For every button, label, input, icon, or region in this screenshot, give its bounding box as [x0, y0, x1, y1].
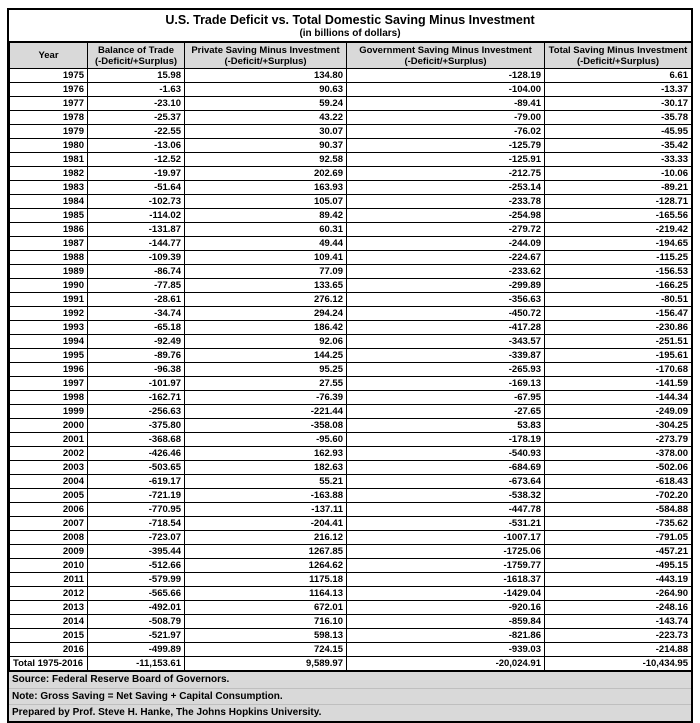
value-cell: -162.71 — [88, 391, 185, 405]
value-cell: -51.64 — [88, 181, 185, 195]
value-cell: -450.72 — [347, 307, 545, 321]
value-cell: -144.34 — [545, 391, 692, 405]
year-cell: 1986 — [10, 223, 88, 237]
value-cell: -11,153.61 — [88, 657, 185, 671]
value-cell: -1618.37 — [347, 573, 545, 587]
year-cell: 2000 — [10, 419, 88, 433]
value-cell: -35.78 — [545, 111, 692, 125]
value-cell: 60.31 — [185, 223, 347, 237]
value-cell: 92.06 — [185, 335, 347, 349]
value-cell: 77.09 — [185, 265, 347, 279]
value-cell: 55.21 — [185, 475, 347, 489]
table-row — [10, 279, 692, 293]
table-header — [10, 43, 692, 69]
value-cell: -195.61 — [545, 349, 692, 363]
value-cell: 49.44 — [185, 237, 347, 251]
footnote-line: Note: Gross Saving = Net Saving + Capital Consumption. — [9, 689, 691, 706]
table-row — [10, 307, 692, 321]
value-cell: -219.42 — [545, 223, 692, 237]
table-row — [10, 419, 692, 433]
value-cell: -684.69 — [347, 461, 545, 475]
value-cell: -223.73 — [545, 629, 692, 643]
value-cell: -375.80 — [88, 419, 185, 433]
value-cell: -166.25 — [545, 279, 692, 293]
value-cell: 202.69 — [185, 167, 347, 181]
year-cell: 1997 — [10, 377, 88, 391]
value-cell: -770.95 — [88, 503, 185, 517]
value-cell: -178.19 — [347, 433, 545, 447]
total-row — [10, 657, 692, 671]
value-cell: 716.10 — [185, 615, 347, 629]
table-row — [10, 237, 692, 251]
table-title: U.S. Trade Deficit vs. Total Domestic Saving Minus Investment — [165, 13, 535, 27]
value-cell: -204.41 — [185, 517, 347, 531]
value-cell: -508.79 — [88, 615, 185, 629]
value-cell: -45.95 — [545, 125, 692, 139]
value-cell: -96.38 — [88, 363, 185, 377]
value-cell: 724.15 — [185, 643, 347, 657]
value-cell: -531.21 — [347, 517, 545, 531]
column-header-government-saving-minus-investment: Government Saving Minus Investment (-Deficit/+Surplus) — [347, 43, 545, 69]
value-cell: -426.46 — [88, 447, 185, 461]
value-cell: -584.88 — [545, 503, 692, 517]
value-cell: -244.09 — [347, 237, 545, 251]
table-row — [10, 153, 692, 167]
table-row — [10, 265, 692, 279]
year-cell: 2003 — [10, 461, 88, 475]
year-cell: 2005 — [10, 489, 88, 503]
value-cell: -443.19 — [545, 573, 692, 587]
value-cell: -618.43 — [545, 475, 692, 489]
value-cell: -13.06 — [88, 139, 185, 153]
year-cell: 2011 — [10, 573, 88, 587]
value-cell: -114.02 — [88, 209, 185, 223]
value-cell: -1429.04 — [347, 587, 545, 601]
value-cell: -95.60 — [185, 433, 347, 447]
table-row — [10, 125, 692, 139]
table-row — [10, 503, 692, 517]
column-header-private-saving-minus-investment: Private Saving Minus Investment (-Deficit/+Surplus) — [185, 43, 347, 69]
value-cell: -521.97 — [88, 629, 185, 643]
value-cell: -104.00 — [347, 83, 545, 97]
year-cell: 1978 — [10, 111, 88, 125]
table-row — [10, 447, 692, 461]
year-cell: 1999 — [10, 405, 88, 419]
value-cell: -565.66 — [88, 587, 185, 601]
table-row — [10, 97, 692, 111]
value-cell: -502.06 — [545, 461, 692, 475]
value-cell: -721.19 — [88, 489, 185, 503]
year-cell: 1984 — [10, 195, 88, 209]
year-cell: 1990 — [10, 279, 88, 293]
value-cell: -125.79 — [347, 139, 545, 153]
value-cell: -214.88 — [545, 643, 692, 657]
value-cell: -212.75 — [347, 167, 545, 181]
column-header-year: Year — [10, 43, 88, 69]
value-cell: -248.16 — [545, 601, 692, 615]
year-cell: 1991 — [10, 293, 88, 307]
year-cell: 2016 — [10, 643, 88, 657]
table-row — [10, 573, 692, 587]
year-cell: 2001 — [10, 433, 88, 447]
value-cell: 30.07 — [185, 125, 347, 139]
table-row — [10, 391, 692, 405]
value-cell: 133.65 — [185, 279, 347, 293]
value-cell: -512.66 — [88, 559, 185, 573]
table-row — [10, 475, 692, 489]
value-cell: -170.68 — [545, 363, 692, 377]
value-cell: -30.17 — [545, 97, 692, 111]
value-cell: -156.53 — [545, 265, 692, 279]
table-row — [10, 629, 692, 643]
value-cell: 1164.13 — [185, 587, 347, 601]
year-cell: 1985 — [10, 209, 88, 223]
value-cell: 89.42 — [185, 209, 347, 223]
year-cell: 2002 — [10, 447, 88, 461]
table-row — [10, 433, 692, 447]
table-row — [10, 69, 692, 83]
table-row — [10, 139, 692, 153]
value-cell: -169.13 — [347, 377, 545, 391]
value-cell: -540.93 — [347, 447, 545, 461]
year-cell: 1977 — [10, 97, 88, 111]
value-cell: 15.98 — [88, 69, 185, 83]
value-cell: -19.97 — [88, 167, 185, 181]
value-cell: -254.98 — [347, 209, 545, 223]
year-cell: 1976 — [10, 83, 88, 97]
value-cell: -264.90 — [545, 587, 692, 601]
table-row — [10, 461, 692, 475]
table-row — [10, 349, 692, 363]
value-cell: 163.93 — [185, 181, 347, 195]
value-cell: -80.51 — [545, 293, 692, 307]
value-cell: -137.11 — [185, 503, 347, 517]
value-cell: -194.65 — [545, 237, 692, 251]
value-cell: -163.88 — [185, 489, 347, 503]
value-cell: -10.06 — [545, 167, 692, 181]
value-cell: -230.86 — [545, 321, 692, 335]
value-cell: -89.21 — [545, 181, 692, 195]
year-cell: 2008 — [10, 531, 88, 545]
value-cell: -22.55 — [88, 125, 185, 139]
value-cell: -141.59 — [545, 377, 692, 391]
data-table — [9, 42, 692, 671]
value-cell: 1267.85 — [185, 545, 347, 559]
value-cell: 59.24 — [185, 97, 347, 111]
value-cell: -131.87 — [88, 223, 185, 237]
year-cell: 2004 — [10, 475, 88, 489]
value-cell: -358.08 — [185, 419, 347, 433]
value-cell: -23.10 — [88, 97, 185, 111]
value-cell: -128.71 — [545, 195, 692, 209]
value-cell: -33.33 — [545, 153, 692, 167]
value-cell: -35.42 — [545, 139, 692, 153]
table-row — [10, 587, 692, 601]
value-cell: -224.67 — [347, 251, 545, 265]
year-cell: 2006 — [10, 503, 88, 517]
value-cell: 144.25 — [185, 349, 347, 363]
value-cell: 162.93 — [185, 447, 347, 461]
table-row — [10, 489, 692, 503]
value-cell: -13.37 — [545, 83, 692, 97]
value-cell: 1264.62 — [185, 559, 347, 573]
table-body — [10, 69, 692, 671]
value-cell: -859.84 — [347, 615, 545, 629]
value-cell: -27.65 — [347, 405, 545, 419]
value-cell: 182.63 — [185, 461, 347, 475]
trade-deficit-saving-table — [7, 8, 693, 723]
total-label-cell: Total 1975-2016 — [10, 657, 88, 671]
value-cell: -343.57 — [347, 335, 545, 349]
value-cell: 216.12 — [185, 531, 347, 545]
value-cell: -1.63 — [88, 83, 185, 97]
year-cell: 2012 — [10, 587, 88, 601]
value-cell: -65.18 — [88, 321, 185, 335]
year-cell: 1995 — [10, 349, 88, 363]
value-cell: -702.20 — [545, 489, 692, 503]
value-cell: 294.24 — [185, 307, 347, 321]
value-cell: -144.77 — [88, 237, 185, 251]
value-cell: -265.93 — [347, 363, 545, 377]
value-cell: -89.41 — [347, 97, 545, 111]
value-cell: -920.16 — [347, 601, 545, 615]
value-cell: -89.76 — [88, 349, 185, 363]
value-cell: -495.15 — [545, 559, 692, 573]
value-cell: 6.61 — [545, 69, 692, 83]
value-cell: -25.37 — [88, 111, 185, 125]
value-cell: -79.00 — [347, 111, 545, 125]
value-cell: -67.95 — [347, 391, 545, 405]
year-cell: 1992 — [10, 307, 88, 321]
table-row — [10, 293, 692, 307]
value-cell: -619.17 — [88, 475, 185, 489]
value-cell: 109.41 — [185, 251, 347, 265]
year-cell: 1983 — [10, 181, 88, 195]
value-cell: 92.58 — [185, 153, 347, 167]
value-cell: -538.32 — [347, 489, 545, 503]
value-cell: 186.42 — [185, 321, 347, 335]
year-cell: 1998 — [10, 391, 88, 405]
value-cell: 598.13 — [185, 629, 347, 643]
table-row — [10, 167, 692, 181]
value-cell: -125.91 — [347, 153, 545, 167]
value-cell: -221.44 — [185, 405, 347, 419]
value-cell: 1175.18 — [185, 573, 347, 587]
footnote-line: Prepared by Prof. Steve H. Hanke, The Johns Hopkins University. — [12, 707, 322, 718]
year-cell: 2013 — [10, 601, 88, 615]
value-cell: -673.64 — [347, 475, 545, 489]
value-cell: -304.25 — [545, 419, 692, 433]
value-cell: -1725.06 — [347, 545, 545, 559]
value-cell: 95.25 — [185, 363, 347, 377]
footnotes-block — [9, 671, 691, 721]
table-row — [10, 643, 692, 657]
year-cell: 1993 — [10, 321, 88, 335]
column-header-total-saving-minus-investment: Total Saving Minus Investment (-Deficit/+Surplus) — [545, 43, 692, 69]
value-cell: -339.87 — [347, 349, 545, 363]
value-cell: 672.01 — [185, 601, 347, 615]
value-cell: -20,024.91 — [347, 657, 545, 671]
value-cell: -101.97 — [88, 377, 185, 391]
value-cell: 27.55 — [185, 377, 347, 391]
year-cell: 1994 — [10, 335, 88, 349]
year-cell: 1979 — [10, 125, 88, 139]
value-cell: -249.09 — [545, 405, 692, 419]
value-cell: -28.61 — [88, 293, 185, 307]
table-row — [10, 209, 692, 223]
value-cell: -457.21 — [545, 545, 692, 559]
table-row — [10, 251, 692, 265]
value-cell: -1759.77 — [347, 559, 545, 573]
value-cell: -233.78 — [347, 195, 545, 209]
year-cell: 2015 — [10, 629, 88, 643]
value-cell: 90.63 — [185, 83, 347, 97]
value-cell: -378.00 — [545, 447, 692, 461]
year-cell: 1989 — [10, 265, 88, 279]
value-cell: 276.12 — [185, 293, 347, 307]
title-block — [9, 10, 691, 42]
value-cell: -34.74 — [88, 307, 185, 321]
table-subtitle: (in billions of dollars) — [299, 28, 401, 39]
year-cell: 1987 — [10, 237, 88, 251]
table-row — [10, 321, 692, 335]
value-cell: -368.68 — [88, 433, 185, 447]
value-cell: -10,434.95 — [545, 657, 692, 671]
table-row — [10, 181, 692, 195]
table-row — [10, 223, 692, 237]
value-cell: -579.99 — [88, 573, 185, 587]
year-cell: 2010 — [10, 559, 88, 573]
value-cell: -253.14 — [347, 181, 545, 195]
value-cell: -417.28 — [347, 321, 545, 335]
column-header-balance-of-trade: Balance of Trade (-Deficit/+Surplus) — [88, 43, 185, 69]
table-row — [10, 615, 692, 629]
value-cell: -165.56 — [545, 209, 692, 223]
value-cell: 134.80 — [185, 69, 347, 83]
table-row — [10, 335, 692, 349]
value-cell: 53.83 — [347, 419, 545, 433]
value-cell: -92.49 — [88, 335, 185, 349]
value-cell: -128.19 — [347, 69, 545, 83]
value-cell: -143.74 — [545, 615, 692, 629]
value-cell: -735.62 — [545, 517, 692, 531]
year-cell: 2009 — [10, 545, 88, 559]
value-cell: -503.65 — [88, 461, 185, 475]
table-row — [10, 405, 692, 419]
value-cell: -156.47 — [545, 307, 692, 321]
year-cell: 1988 — [10, 251, 88, 265]
table-row — [10, 601, 692, 615]
year-cell: 2007 — [10, 517, 88, 531]
value-cell: -86.74 — [88, 265, 185, 279]
value-cell: -791.05 — [545, 531, 692, 545]
value-cell: -718.54 — [88, 517, 185, 531]
year-cell: 1975 — [10, 69, 88, 83]
value-cell: -1007.17 — [347, 531, 545, 545]
table-row — [10, 559, 692, 573]
value-cell: 105.07 — [185, 195, 347, 209]
value-cell: -821.86 — [347, 629, 545, 643]
table-row — [10, 531, 692, 545]
value-cell: -492.01 — [88, 601, 185, 615]
value-cell: -102.73 — [88, 195, 185, 209]
value-cell: -723.07 — [88, 531, 185, 545]
value-cell: -395.44 — [88, 545, 185, 559]
value-cell: -251.51 — [545, 335, 692, 349]
value-cell: -12.52 — [88, 153, 185, 167]
year-cell: 1996 — [10, 363, 88, 377]
value-cell: -356.63 — [347, 293, 545, 307]
table-row — [10, 517, 692, 531]
footnote-line: Source: Federal Reserve Board of Governors. — [9, 672, 691, 689]
value-cell: -233.62 — [347, 265, 545, 279]
year-cell: 1981 — [10, 153, 88, 167]
value-cell: -76.02 — [347, 125, 545, 139]
value-cell: -115.25 — [545, 251, 692, 265]
value-cell: -76.39 — [185, 391, 347, 405]
value-cell: -279.72 — [347, 223, 545, 237]
value-cell: -109.39 — [88, 251, 185, 265]
value-cell: 43.22 — [185, 111, 347, 125]
value-cell: 90.37 — [185, 139, 347, 153]
value-cell: -939.03 — [347, 643, 545, 657]
value-cell: -299.89 — [347, 279, 545, 293]
table-row — [10, 363, 692, 377]
value-cell: -273.79 — [545, 433, 692, 447]
table-row — [10, 195, 692, 209]
table-row — [10, 545, 692, 559]
value-cell: -77.85 — [88, 279, 185, 293]
value-cell: 9,589.97 — [185, 657, 347, 671]
value-cell: -256.63 — [88, 405, 185, 419]
year-cell: 1980 — [10, 139, 88, 153]
table-row — [10, 111, 692, 125]
table-row — [10, 83, 692, 97]
year-cell: 2014 — [10, 615, 88, 629]
year-cell: 1982 — [10, 167, 88, 181]
value-cell: -447.78 — [347, 503, 545, 517]
table-row — [10, 377, 692, 391]
value-cell: -499.89 — [88, 643, 185, 657]
